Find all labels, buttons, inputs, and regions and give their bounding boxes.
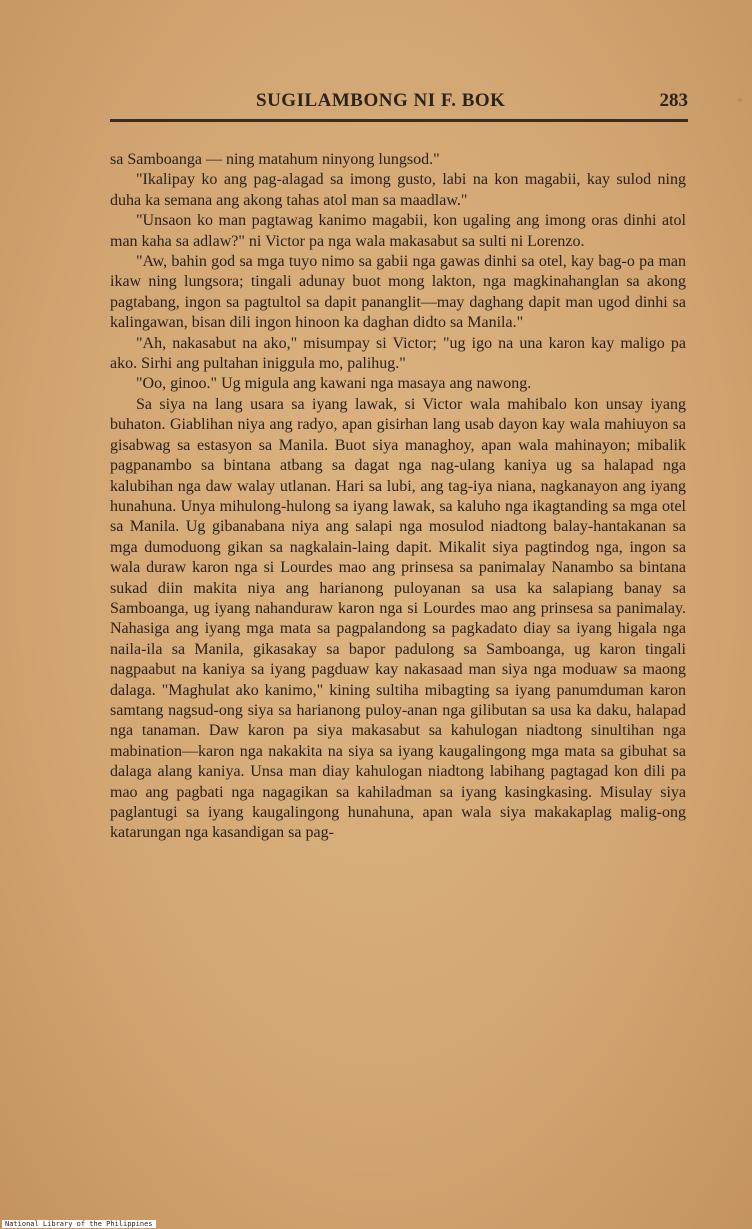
running-head <box>110 88 688 116</box>
body-text <box>110 150 686 844</box>
paragraph: Sa siya na lang usara sa iyang lawak, si Victor wala mahibalo kon unsay iyang buhaton. Giablihan niya ang radyo, apan gisirhan lang usab dayon kay wala mahiuyon sa gisabwag sa estasyon sa Manila. Buot siya managhoy, apan wala mahinayon; mibalik pagpanambo sa bintana atbang sa dagat nga nag-ulang kaniya ug sa halapad nga kalubihan nga daw walay utlanan. Hari sa lubi, ang tag-iya niana, nagkanayon ang iyang hunahuna. Unya mihulong-hulong sa iyang lawak, sa kaluho nga ikagtanding sa mga otel sa Manila. Ug gibanabana niya ang salapi nga mosulod niadtong balay-hantakanan sa mga dumoduong gikan sa nagkalain-laing dapit. Mikalit siya pagtindog nga, ingon sa wala duraw karon nga si Lourdes mao ang prinsesa sa panimalay Nanambo sa bintana sukad diin makita niya ang harianong puloyanan sa usa ka salapiang banay sa Samboanga, ug iyang nahanduraw karon nga si Lourdes mao ang prinsesa sa panimalay. Nahasiga ang iyang mga mata sa pagpalandong sa pagkadato diay sa iyang higala nga naila-ila sa Manila, gikasakay sa bapor padulong sa Samboanga, ug karon tingali nagpaabut na kaniya sa iyang pagduaw kay nakasaad man siya nga moduaw sa maong dalaga. "Maghulat ako kanimo," kining sultiha mibagting sa iyang panumduman karon samtang nagsud-ong siya sa harianong puloy-anan nga gilibutan sa usa ka daku, halapad nga tanaman. Daw karon pa siya makasabut sa kahulogan niadtong sinultihan nga mabination—karon nga nakakita na siya sa iyang kaugalingong mga mata sa gibuhat sa dalaga alang kaniya. Unsa man diay kahulogan niadtong labihang pagtagad kon dili pa mao ang pagbati nga nagagikan sa kahiladman sa iyang kasingkasing. Misulay siya paglantugi sa iyang kaugalingong hunahuna, apan wala siya makakaplag malig-ong katarungan nga kasandigan sa pag- <box>110 395 686 842</box>
paragraph: "Oo, ginoo." Ug migula ang kawani nga masaya ang nawong. <box>136 375 532 393</box>
paragraph: "Unsaon ko man pagtawag kanimo magabii, kon ugaling ang imong oras dinhi atol man kaha sa adlaw?" ni Victor pa nga wala makasabut sa sulti ni Lorenzo. <box>110 212 686 250</box>
page-speck <box>738 98 742 102</box>
page-number: 283 <box>659 90 688 111</box>
paragraph: sa Samboanga — ning matahum ninyong lungsod." <box>110 151 440 168</box>
header-rule <box>110 119 688 122</box>
paragraph: "Aw, bahin god sa mga tuyo nimo sa gabii nga gawas dinhi sa otel, kay bag-o pa man ikaw ning lungsora; tingali adunay buot mong lakton, nga magkinahanglan sa akong pagtabang, ingon sa pagtultol sa dapit pananglit—may daghang dapit man ugod dinhi sa kalingawan, bisan dili ingon hinoon ka daghan didto sa Manila." <box>110 253 686 332</box>
library-credit: National Library of the Philippines <box>2 1220 156 1228</box>
paragraph: "Ikalipay ko ang pag-alagad sa imong gusto, labi na kon magabii, kay sulod ning duha ka semana ang akong tahas atol man sa maadlaw." <box>110 171 686 209</box>
running-title: SUGILAMBONG NI F. BOK <box>256 90 506 111</box>
paragraph: "Ah, nakasabut na ako," misumpay si Victor; "ug igo na una karon kay maligo pa ako. Sirhi ang pultahan iniggula mo, palihug." <box>110 334 686 373</box>
